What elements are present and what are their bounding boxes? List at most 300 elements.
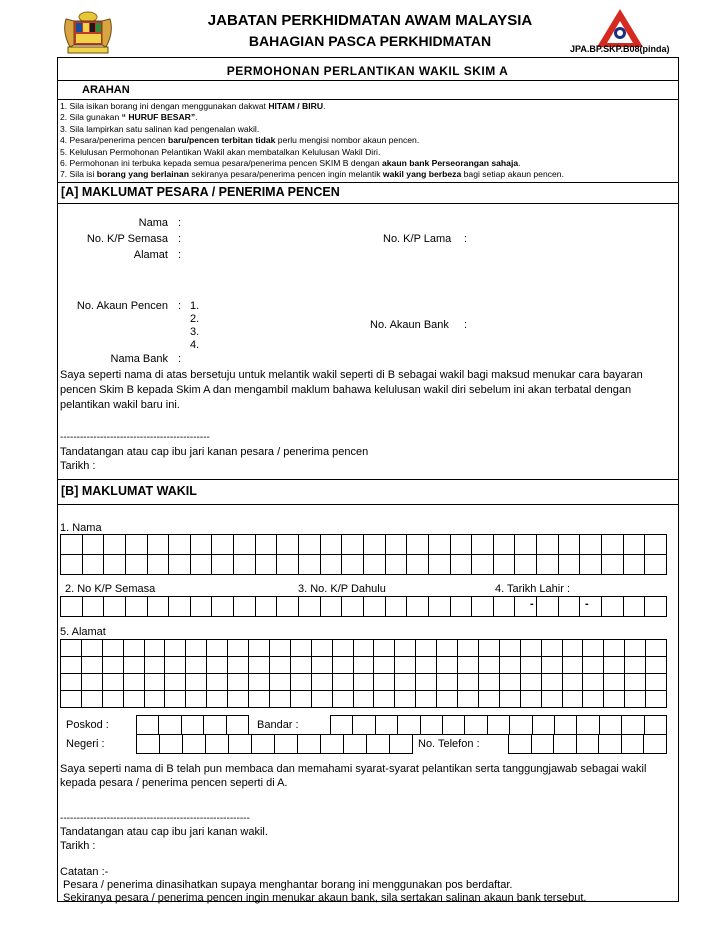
label-nama-bank: Nama Bank xyxy=(110,353,168,365)
section-a-heading xyxy=(61,185,340,199)
char-box[interactable] xyxy=(169,555,191,575)
char-box[interactable] xyxy=(395,640,416,657)
section-b-title: MAKLUMAT WAKIL xyxy=(81,484,197,498)
char-box[interactable] xyxy=(270,657,291,674)
char-box[interactable] xyxy=(212,555,234,575)
char-box[interactable] xyxy=(395,674,416,691)
char-box[interactable] xyxy=(299,597,321,617)
char-box[interactable] xyxy=(82,640,103,657)
char-box[interactable] xyxy=(186,657,207,674)
char-box[interactable] xyxy=(212,535,234,555)
char-box[interactable] xyxy=(275,735,298,754)
char-box[interactable] xyxy=(646,657,667,674)
char-box[interactable] xyxy=(532,735,555,754)
section-a-letter: [A] xyxy=(61,185,79,199)
char-box[interactable] xyxy=(604,691,625,708)
char-box[interactable] xyxy=(124,640,145,657)
char-box[interactable] xyxy=(145,657,166,674)
char-box[interactable] xyxy=(186,691,207,708)
arahan-item xyxy=(60,135,675,146)
char-box[interactable] xyxy=(374,640,395,657)
char-box[interactable] xyxy=(416,691,437,708)
char-box[interactable] xyxy=(137,735,160,754)
char-box[interactable] xyxy=(61,597,83,617)
char-box[interactable] xyxy=(312,640,333,657)
char-box[interactable] xyxy=(645,535,667,555)
char-box[interactable] xyxy=(563,674,584,691)
poskod-char-grid[interactable] xyxy=(136,715,249,735)
declaration-a-line-2: pencen Skim B kepada Skim A dan mengambil maklum bahawa kelulusan wakil diri sebelum ini akan terbatal dengan xyxy=(60,384,632,396)
char-box[interactable] xyxy=(277,597,299,617)
form-title: PERMOHONAN PERLANTIKAN WAKIL SKIM A xyxy=(226,64,509,78)
char-box[interactable] xyxy=(126,555,148,575)
char-box[interactable] xyxy=(465,716,487,735)
label-tarikh-lahir: 4. Tarikh Lahir : xyxy=(495,583,571,595)
char-box[interactable] xyxy=(622,735,645,754)
arahan-item-text: bagi setiap akaun pencen. xyxy=(461,169,564,180)
char-box[interactable] xyxy=(458,640,479,657)
nama-char-grid[interactable] xyxy=(60,534,667,575)
char-box[interactable] xyxy=(451,597,473,617)
char-box[interactable] xyxy=(563,640,584,657)
catatan-label: Catatan :- xyxy=(60,866,109,878)
char-box[interactable] xyxy=(559,535,581,555)
char-box[interactable] xyxy=(104,535,126,555)
char-box[interactable] xyxy=(624,597,646,617)
char-box[interactable] xyxy=(331,716,353,735)
char-box[interactable] xyxy=(291,657,312,674)
char-box[interactable] xyxy=(416,674,437,691)
section-a-title: MAKLUMAT PESARA / PENERIMA PENCEN xyxy=(81,185,340,199)
signature-line-a: --------------------------------------------- xyxy=(60,432,210,443)
char-box[interactable] xyxy=(542,657,563,674)
char-box[interactable] xyxy=(472,555,494,575)
catatan-note-2: Sekiranya pesara / penerima pencen ingin menukar akaun bank, sila sertakan salinan akaun bank tersebut. xyxy=(63,892,587,904)
label-negeri: Negeri : xyxy=(66,738,105,750)
char-box[interactable] xyxy=(249,691,270,708)
division-title: BAHAGIAN PASCA PERKHIDMATAN xyxy=(248,33,492,49)
char-box[interactable] xyxy=(645,555,667,575)
char-box[interactable] xyxy=(82,657,103,674)
arahan-item-text: baru/pencen terbitan tidak xyxy=(167,135,276,146)
char-box[interactable] xyxy=(537,597,559,617)
char-box[interactable] xyxy=(625,640,646,657)
label-wakil-kp-semasa: 2. No K/P Semasa xyxy=(65,583,156,595)
char-box[interactable] xyxy=(159,716,181,735)
char-box[interactable] xyxy=(228,674,249,691)
colon: : xyxy=(464,233,468,245)
bandar-char-grid[interactable] xyxy=(330,715,667,735)
char-box[interactable] xyxy=(458,657,479,674)
char-box[interactable] xyxy=(256,535,278,555)
char-box[interactable] xyxy=(169,597,191,617)
arahan-item-text: akaun bank Perseorangan sahaja xyxy=(382,158,519,169)
char-box[interactable] xyxy=(228,657,249,674)
char-box[interactable] xyxy=(386,555,408,575)
char-box[interactable] xyxy=(83,555,105,575)
char-box[interactable] xyxy=(395,691,416,708)
char-box[interactable] xyxy=(458,674,479,691)
char-box[interactable] xyxy=(515,535,537,555)
char-box[interactable] xyxy=(367,735,390,754)
char-box[interactable] xyxy=(364,597,386,617)
akaun-number-1: 1. xyxy=(190,300,200,312)
kp-char-grid[interactable] xyxy=(60,596,667,617)
char-box[interactable] xyxy=(580,555,602,575)
char-box[interactable] xyxy=(312,657,333,674)
section-b-letter: [B] xyxy=(61,484,79,498)
char-box[interactable] xyxy=(559,555,581,575)
char-box[interactable] xyxy=(583,640,604,657)
akaun-number-2: 2. xyxy=(190,313,200,325)
char-box[interactable] xyxy=(191,535,213,555)
char-box[interactable] xyxy=(353,716,375,735)
char-box[interactable] xyxy=(137,716,159,735)
char-box[interactable] xyxy=(342,535,364,555)
char-box[interactable] xyxy=(354,640,375,657)
char-box[interactable] xyxy=(354,691,375,708)
alamat-char-grid[interactable] xyxy=(60,639,667,708)
char-box[interactable] xyxy=(126,597,148,617)
char-box[interactable] xyxy=(407,555,429,575)
char-box[interactable] xyxy=(145,640,166,657)
char-box[interactable] xyxy=(104,597,126,617)
char-box[interactable] xyxy=(600,716,622,735)
char-box[interactable] xyxy=(521,691,542,708)
char-box[interactable] xyxy=(354,657,375,674)
char-box[interactable] xyxy=(386,597,408,617)
char-box[interactable] xyxy=(386,535,408,555)
char-box[interactable] xyxy=(256,555,278,575)
char-box[interactable] xyxy=(354,674,375,691)
char-box[interactable] xyxy=(374,674,395,691)
arahan-item xyxy=(60,124,675,135)
char-box[interactable] xyxy=(646,691,667,708)
char-box[interactable] xyxy=(437,657,458,674)
frame-right xyxy=(678,57,679,901)
char-box[interactable] xyxy=(270,674,291,691)
arahan-item xyxy=(60,158,675,169)
char-box[interactable] xyxy=(416,640,437,657)
char-box[interactable] xyxy=(479,640,500,657)
char-box[interactable] xyxy=(479,657,500,674)
char-box[interactable] xyxy=(145,691,166,708)
declaration-b-line-2: kepada pesara / penerima pencen seperti di A. xyxy=(60,777,288,789)
char-box[interactable] xyxy=(270,691,291,708)
char-box[interactable] xyxy=(212,597,234,617)
arahan-item-text: 1. Sila isikan borang ini dengan menggunakan dakwat xyxy=(60,101,269,111)
char-box[interactable] xyxy=(563,691,584,708)
char-box[interactable] xyxy=(494,555,516,575)
char-box[interactable] xyxy=(646,640,667,657)
char-box[interactable] xyxy=(333,691,354,708)
char-box[interactable] xyxy=(103,691,124,708)
char-box[interactable] xyxy=(207,640,228,657)
arahan-heading: ARAHAN xyxy=(82,84,130,96)
char-box[interactable] xyxy=(583,674,604,691)
label-wakil-nama: 1. Nama xyxy=(60,522,102,534)
char-box[interactable] xyxy=(500,674,521,691)
agency-title: JABATAN PERKHIDMATAN AWAM MALAYSIA xyxy=(207,12,533,29)
arahan-item-text: wakil yang berbeza xyxy=(382,169,462,180)
char-box[interactable] xyxy=(645,597,667,617)
char-box[interactable] xyxy=(83,535,105,555)
char-box[interactable] xyxy=(542,691,563,708)
char-box[interactable] xyxy=(364,555,386,575)
char-box[interactable] xyxy=(458,691,479,708)
char-box[interactable] xyxy=(321,597,343,617)
char-box[interactable] xyxy=(510,716,532,735)
akaun-number-4: 4. xyxy=(190,339,200,351)
char-box[interactable] xyxy=(500,691,521,708)
char-box[interactable] xyxy=(165,640,186,657)
declaration-a-line-1: Saya seperti nama di atas bersetuju untuk melantik wakil seperti di B sebagai wakil bagi maksud menukar cara bayaran xyxy=(60,369,643,381)
char-box[interactable] xyxy=(207,691,228,708)
char-box[interactable] xyxy=(437,674,458,691)
char-box[interactable] xyxy=(622,716,644,735)
char-box[interactable] xyxy=(206,735,229,754)
char-box[interactable] xyxy=(160,735,183,754)
char-box[interactable] xyxy=(583,691,604,708)
char-box[interactable] xyxy=(103,674,124,691)
char-box[interactable] xyxy=(270,640,291,657)
char-box[interactable] xyxy=(494,535,516,555)
char-box[interactable] xyxy=(207,674,228,691)
char-box[interactable] xyxy=(364,535,386,555)
char-box[interactable] xyxy=(183,735,206,754)
char-box[interactable] xyxy=(398,716,420,735)
char-box[interactable] xyxy=(604,657,625,674)
char-box[interactable] xyxy=(563,657,584,674)
char-box[interactable] xyxy=(333,640,354,657)
arahan-item-text: 6. Permohonan ini terbuka kepada semua pesara/penerima pencen SKIM B dengan xyxy=(60,158,382,169)
arahan-item-text: perlu mengisi nombor akaun pencen. xyxy=(275,135,420,146)
char-box[interactable] xyxy=(61,535,83,555)
char-box[interactable] xyxy=(429,535,451,555)
char-box[interactable] xyxy=(645,716,667,735)
char-box[interactable] xyxy=(61,555,83,575)
char-box[interactable] xyxy=(249,674,270,691)
char-box[interactable] xyxy=(228,640,249,657)
char-box[interactable] xyxy=(583,657,604,674)
char-box[interactable] xyxy=(277,535,299,555)
char-box[interactable] xyxy=(234,535,256,555)
char-box[interactable] xyxy=(577,716,599,735)
char-box[interactable] xyxy=(298,735,321,754)
char-box[interactable] xyxy=(61,640,82,657)
char-box[interactable] xyxy=(204,716,226,735)
char-box[interactable] xyxy=(604,674,625,691)
char-box[interactable] xyxy=(342,555,364,575)
char-box[interactable] xyxy=(169,535,191,555)
char-box[interactable] xyxy=(625,657,646,674)
char-box[interactable] xyxy=(234,555,256,575)
char-box[interactable] xyxy=(479,674,500,691)
arahan-item-text: 2. Sila gunakan xyxy=(60,112,122,123)
char-box[interactable] xyxy=(186,674,207,691)
char-box[interactable] xyxy=(416,657,437,674)
char-box[interactable] xyxy=(103,640,124,657)
char-box[interactable] xyxy=(82,691,103,708)
colon: : xyxy=(178,300,182,312)
char-box[interactable] xyxy=(602,535,624,555)
label-bandar: Bandar : xyxy=(257,719,299,731)
char-box[interactable] xyxy=(521,640,542,657)
char-box[interactable] xyxy=(421,716,443,735)
char-box[interactable] xyxy=(395,657,416,674)
telefon-char-grid[interactable] xyxy=(508,734,667,754)
char-box[interactable] xyxy=(625,674,646,691)
char-box[interactable] xyxy=(299,535,321,555)
char-box[interactable] xyxy=(521,674,542,691)
char-box[interactable] xyxy=(103,657,124,674)
arahan-item-text: sekiranya pesara/penerima pencen ingin melantik xyxy=(188,169,383,180)
char-box[interactable] xyxy=(509,735,532,754)
char-box[interactable] xyxy=(124,691,145,708)
char-box[interactable] xyxy=(644,735,667,754)
char-box[interactable] xyxy=(625,691,646,708)
char-box[interactable] xyxy=(555,716,577,735)
char-box[interactable] xyxy=(624,555,646,575)
char-box[interactable] xyxy=(344,735,367,754)
char-box[interactable] xyxy=(580,535,602,555)
char-box[interactable] xyxy=(472,597,494,617)
char-box[interactable] xyxy=(376,716,398,735)
char-box[interactable] xyxy=(554,735,577,754)
char-box[interactable] xyxy=(559,597,581,617)
label-alamat: Alamat xyxy=(133,249,168,261)
char-box[interactable] xyxy=(342,597,364,617)
char-box[interactable] xyxy=(299,555,321,575)
char-box[interactable] xyxy=(227,716,249,735)
char-box[interactable] xyxy=(602,555,624,575)
char-box[interactable] xyxy=(126,535,148,555)
char-box[interactable] xyxy=(229,735,252,754)
char-box[interactable] xyxy=(333,657,354,674)
char-box[interactable] xyxy=(277,555,299,575)
char-box[interactable] xyxy=(479,691,500,708)
char-box[interactable] xyxy=(104,555,126,575)
char-box[interactable] xyxy=(61,691,82,708)
char-box[interactable] xyxy=(533,716,555,735)
char-box[interactable] xyxy=(82,674,103,691)
char-box[interactable] xyxy=(451,535,473,555)
char-box[interactable] xyxy=(249,640,270,657)
form-code: JPA.BP.SKP.B08(pinda) xyxy=(570,44,670,54)
char-box[interactable] xyxy=(61,674,82,691)
char-box[interactable] xyxy=(390,735,413,754)
label-akaun-pencen: No. Akaun Pencen xyxy=(76,300,168,312)
char-box[interactable] xyxy=(374,691,395,708)
char-box[interactable] xyxy=(542,674,563,691)
label-wakil-kp-dahulu: 3. No. K/P Dahulu xyxy=(298,583,386,595)
char-box[interactable] xyxy=(500,657,521,674)
char-box[interactable] xyxy=(604,640,625,657)
char-box[interactable] xyxy=(494,597,516,617)
char-box[interactable] xyxy=(580,597,602,617)
label-poskod: Poskod : xyxy=(66,719,109,731)
char-box[interactable] xyxy=(291,640,312,657)
char-box[interactable] xyxy=(646,674,667,691)
char-box[interactable] xyxy=(437,691,458,708)
colon: : xyxy=(464,319,468,331)
char-box[interactable] xyxy=(186,640,207,657)
colon: : xyxy=(178,249,182,261)
char-box[interactable] xyxy=(124,657,145,674)
char-box[interactable] xyxy=(321,735,344,754)
char-box[interactable] xyxy=(191,597,213,617)
char-box[interactable] xyxy=(228,691,249,708)
char-box[interactable] xyxy=(443,716,465,735)
char-box[interactable] xyxy=(333,674,354,691)
arahan-item-text: 4. Pesara/penerima pencen xyxy=(60,135,168,146)
colon: : xyxy=(178,217,182,229)
char-box[interactable] xyxy=(83,597,105,617)
char-box[interactable] xyxy=(312,691,333,708)
char-box[interactable] xyxy=(256,597,278,617)
char-box[interactable] xyxy=(537,555,559,575)
char-box[interactable] xyxy=(577,735,600,754)
char-box[interactable] xyxy=(521,657,542,674)
char-box[interactable] xyxy=(234,597,256,617)
char-box[interactable] xyxy=(148,555,170,575)
char-box[interactable] xyxy=(124,674,145,691)
char-box[interactable] xyxy=(321,535,343,555)
char-box[interactable] xyxy=(515,555,537,575)
char-box[interactable] xyxy=(429,597,451,617)
char-box[interactable] xyxy=(148,535,170,555)
char-box[interactable] xyxy=(488,716,510,735)
char-box[interactable] xyxy=(207,657,228,674)
char-box[interactable] xyxy=(182,716,204,735)
char-box[interactable] xyxy=(312,674,333,691)
char-box[interactable] xyxy=(61,657,82,674)
arahan-list xyxy=(60,101,675,181)
char-box[interactable] xyxy=(599,735,622,754)
char-box[interactable] xyxy=(145,674,166,691)
colon: : xyxy=(178,353,182,365)
negeri-char-grid[interactable] xyxy=(136,734,413,754)
char-box[interactable] xyxy=(472,535,494,555)
char-box[interactable] xyxy=(437,640,458,657)
arahan-item-text: “ HURUF BESAR” xyxy=(121,112,196,123)
char-box[interactable] xyxy=(148,597,170,617)
char-box[interactable] xyxy=(165,691,186,708)
arahan-item xyxy=(60,112,675,123)
date-dash-1: - xyxy=(530,598,534,610)
char-box[interactable] xyxy=(537,535,559,555)
char-box[interactable] xyxy=(451,555,473,575)
char-box[interactable] xyxy=(407,597,429,617)
tarikh-a: Tarikh : xyxy=(60,460,96,472)
char-box[interactable] xyxy=(165,674,186,691)
char-box[interactable] xyxy=(165,657,186,674)
char-box[interactable] xyxy=(249,657,270,674)
char-box[interactable] xyxy=(374,657,395,674)
char-box[interactable] xyxy=(429,555,451,575)
char-box[interactable] xyxy=(542,640,563,657)
char-box[interactable] xyxy=(191,555,213,575)
char-box[interactable] xyxy=(252,735,275,754)
char-box[interactable] xyxy=(291,691,312,708)
char-box[interactable] xyxy=(602,597,624,617)
char-box[interactable] xyxy=(500,640,521,657)
char-box[interactable] xyxy=(321,555,343,575)
char-box[interactable] xyxy=(407,535,429,555)
char-box[interactable] xyxy=(291,674,312,691)
section-b-heading xyxy=(61,484,197,498)
char-box[interactable] xyxy=(624,535,646,555)
